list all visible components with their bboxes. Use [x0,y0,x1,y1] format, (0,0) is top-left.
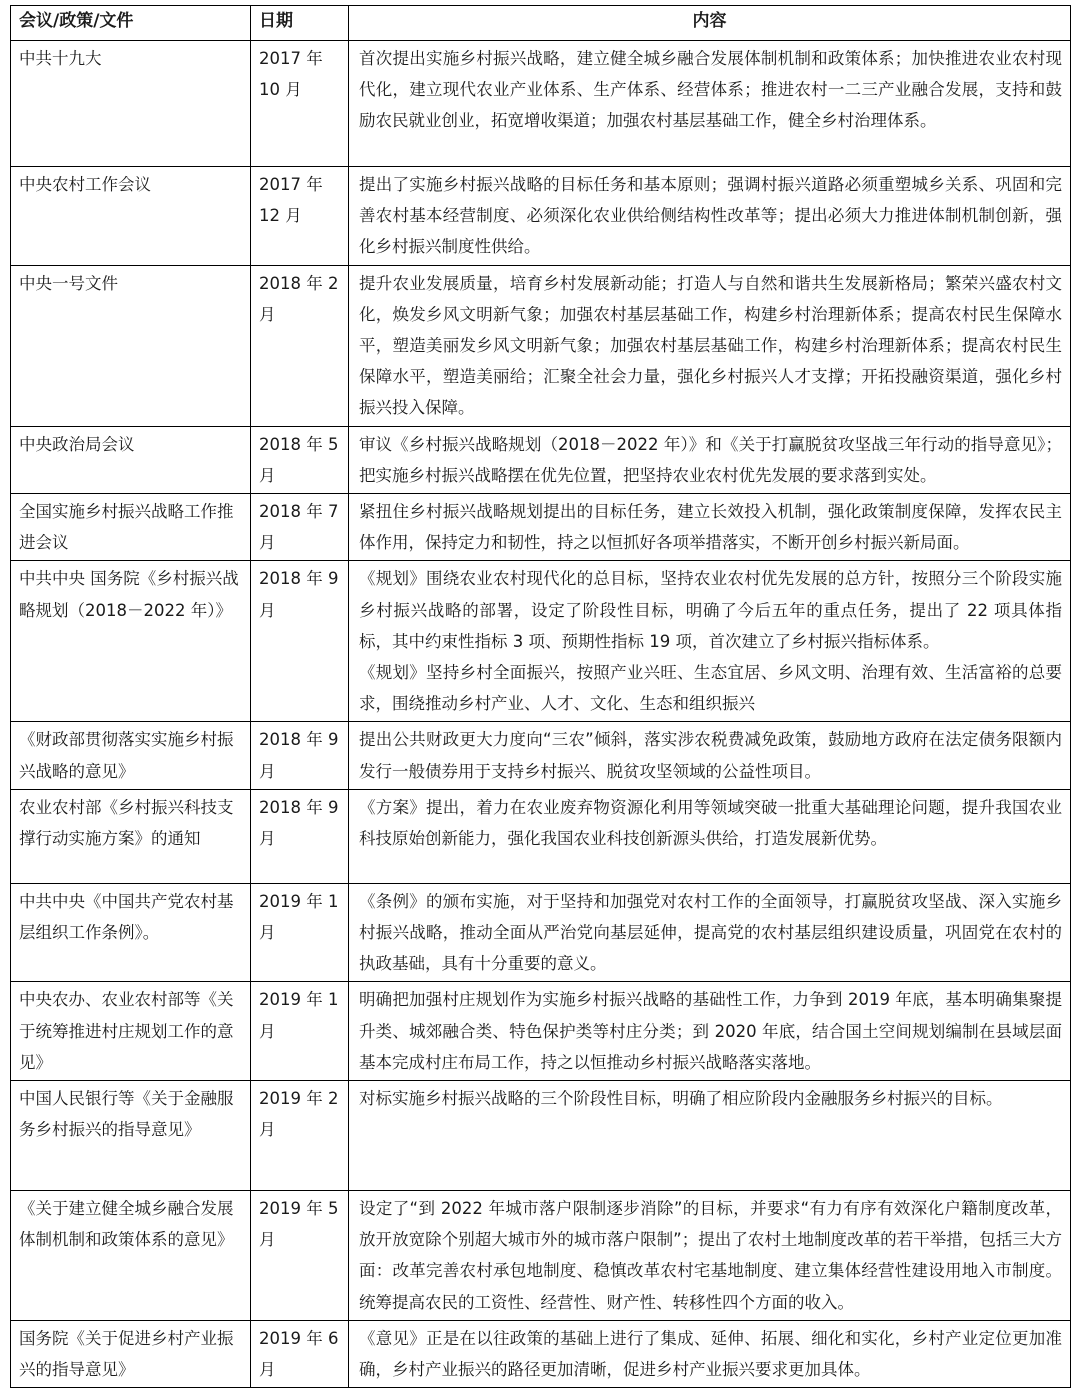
row-date-cell: 2019 年 5 月 [251,1191,349,1321]
row-name-cell: 全国实施乡村振兴战略工作推进会议 [11,494,251,561]
table-row [11,883,1071,982]
row-content-cell [349,789,1071,883]
table-row [11,1320,1071,1387]
row-name-cell: 中共中央 国务院《乡村振兴战略规划（2018－2022 年）》 [11,561,251,722]
header-meeting-policy-document: 会议/政策/文件 [11,6,251,41]
row-name-cell: 《财政部贯彻落实实施乡村振兴战略的意见》 [11,722,251,789]
row-content-cell [349,1191,1071,1321]
content-paragraph: 《规划》坚持乡村全面振兴，按照产业兴旺、生态宜居、乡风文明、治理有效、生活富裕的总要求，围绕推动乡村产业、人才、文化、生态和组织振兴 [359,663,1062,714]
policy-table [10,5,1071,1388]
content-paragraph: 提升农业发展质量，培育乡村发展新动能；打造人与自然和谐共生发展新格局；繁荣兴盛农村文化，焕发乡风文明新气象；加强农村基层基础工作，构建乡村治理新体系；提高农村民生保障水平，塑造美丽发乡风文明新气象；加强农村基层基础工作，构建乡村治理新体系；提高农村民生保障水平，塑造美丽给；汇聚全社会力量，强化乡村振兴人才支撑；开拓投融资渠道，强化乡村振兴投入保障。 [359,273,1062,418]
content-paragraph: 提出了实施乡村振兴战略的目标任务和基本原则；强调村振兴道路必须重塑城乡关系、巩固和完善农村基本经营制度、必须深化农业供给侧结构性改革等；提出必须大力推进体制机制创新，强化乡村振兴制度性供给。 [359,175,1062,257]
content-paragraph: 设定了“到 2022 年城市落户限制逐步消除”的目标，并要求“有力有序有效深化户籍制度改革，放开放宽除个别超大城市外的城市落户限制”；提出了农村土地制度改革的若干举措，包括三大方面：改革完善农村承包地制度、稳慎改革农村宅基地制度、建立集体经营性建设用地入市制度。统筹提高农民的工资性、经营性、财产性、转移性四个方面的收入。 [359,1199,1062,1312]
table-row [11,1191,1071,1321]
row-date-cell: 2019 年 6 月 [251,1320,349,1387]
row-name-cell: 中央农办、农业农村部等《关于统筹推进村庄规划工作的意见》 [11,982,251,1081]
header-date: 日期 [251,6,349,41]
row-content-cell [349,1081,1071,1191]
content-paragraph: 《方案》提出，着力在农业废弃物资源化利用等领域突破一批重大基础理论问题，提升我国农业科技原始创新能力，强化我国农业科技创新源头供给，打造发展新优势。 [359,797,1062,849]
content-paragraph: 对标实施乡村振兴战略的三个阶段性目标，明确了相应阶段内金融服务乡村振兴的目标。 [359,1089,1003,1109]
row-date-cell: 2018 年 9 月 [251,561,349,722]
row-name-cell: 中央农村工作会议 [11,167,251,266]
row-name-cell: 《关于建立健全城乡融合发展体制机制和政策体系的意见》 [11,1191,251,1321]
row-name-cell: 中国人民银行等《关于金融服务乡村振兴的指导意见》 [11,1081,251,1191]
table-row [11,167,1071,266]
row-content-cell [349,426,1071,493]
table-header-row [11,6,1071,41]
content-paragraph: 《意见》正是在以往政策的基础上进行了集成、延伸、拓展、细化和实化，乡村产业定位更加准确，乡村产业振兴的路径更加清晰，促进乡村产业振兴要求更加具体。 [359,1328,1062,1380]
row-content-cell [349,494,1071,561]
content-paragraph: 《规划》围绕农业农村现代化的总目标，坚持农业农村优先发展的总方针，按照分三个阶段实施乡村振兴战略的部署，设定了阶段性目标，明确了今后五年的重点任务，提出了 22 项具体指标，其中约束性指标 3 项、预期性指标 19 项，首次建立了乡村振兴指标体系。 [359,569,1062,651]
row-name-cell: 农业农村部《乡村振兴科技支撑行动实施方案》的通知 [11,789,251,883]
table-row [11,789,1071,883]
row-content-cell [349,41,1071,167]
table-row [11,1081,1071,1191]
table-row [11,494,1071,561]
row-content-cell [349,883,1071,982]
row-date-cell: 2017 年 12 月 [251,167,349,266]
table-row [11,722,1071,789]
row-date-cell: 2018 年 2 月 [251,265,349,426]
table-row [11,982,1071,1081]
content-paragraph: 明确把加强村庄规划作为实施乡村振兴战略的基础性工作，力争到 2019 年底，基本明确集聚提升类、城郊融合类、特色保护类等村庄分类；到 2020 年底，结合国土空间规划编制在县域层面基本完成村庄布局工作，持之以恒推动乡村振兴战略落实落地。 [359,990,1062,1072]
table-row [11,561,1071,722]
content-paragraph: 审议《乡村振兴战略规划（2018－2022 年）》和《关于打赢脱贫攻坚战三年行动的指导意见》；把实施乡村振兴战略摆在优先位置，把坚持农业农村优先发展的要求落到实处。 [359,434,1062,485]
row-date-cell: 2018 年 9 月 [251,722,349,789]
content-paragraph: 紧扭住乡村振兴战略规划提出的目标任务，建立长效投入机制，强化政策制度保障，发挥农民主体作用，保持定力和韧性，持之以恒抓好各项举措落实，不断开创乡村振兴新局面。 [359,502,1062,553]
row-date-cell: 2019 年 1 月 [251,982,349,1081]
row-name-cell: 国务院《关于促进乡村产业振兴的指导意见》 [11,1320,251,1387]
row-date-cell: 2017 年 10 月 [251,41,349,167]
row-name-cell: 中央政治局会议 [11,426,251,493]
row-date-cell: 2019 年 2 月 [251,1081,349,1191]
row-name-cell: 中央一号文件 [11,265,251,426]
table-row [11,265,1071,426]
content-paragraph: 《条例》的颁布实施，对于坚持和加强党对农村工作的全面领导，打赢脱贫攻坚战、深入实施乡村振兴战略，推动全面从严治党向基层延伸，提高党的农村基层组织建设质量，巩固党在农村的执政基础，具有十分重要的意义。 [359,891,1062,974]
row-date-cell: 2018 年 9 月 [251,789,349,883]
row-date-cell: 2018 年 5 月 [251,426,349,493]
row-content-cell [349,722,1071,789]
header-content: 内容 [349,6,1071,41]
row-date-cell: 2018 年 7 月 [251,494,349,561]
row-date-cell: 2019 年 1 月 [251,883,349,982]
row-content-cell [349,982,1071,1081]
table-row [11,41,1071,167]
content-paragraph: 首次提出实施乡村振兴战略，建立健全城乡融合发展体制机制和政策体系；加快推进农业农村现代化，建立现代农业产业体系、生产体系、经营体系；推进农村一二三产业融合发展，支持和鼓励农民就业创业，拓宽增收渠道；加强农村基层基础工作，健全乡村治理体系。 [359,49,1062,131]
row-content-cell [349,265,1071,426]
content-paragraph: 提出公共财政更大力度向“三农”倾斜，落实涉农税费减免政策，鼓励地方政府在法定债务限额内发行一般债券用于支持乡村振兴、脱贫攻坚领域的公益性项目。 [359,730,1062,781]
row-content-cell [349,1320,1071,1387]
table-row [11,426,1071,493]
row-content-cell [349,561,1071,722]
row-name-cell: 中共中央《中国共产党农村基层组织工作条例》。 [11,883,251,982]
row-name-cell: 中共十九大 [11,41,251,167]
row-content-cell [349,167,1071,266]
